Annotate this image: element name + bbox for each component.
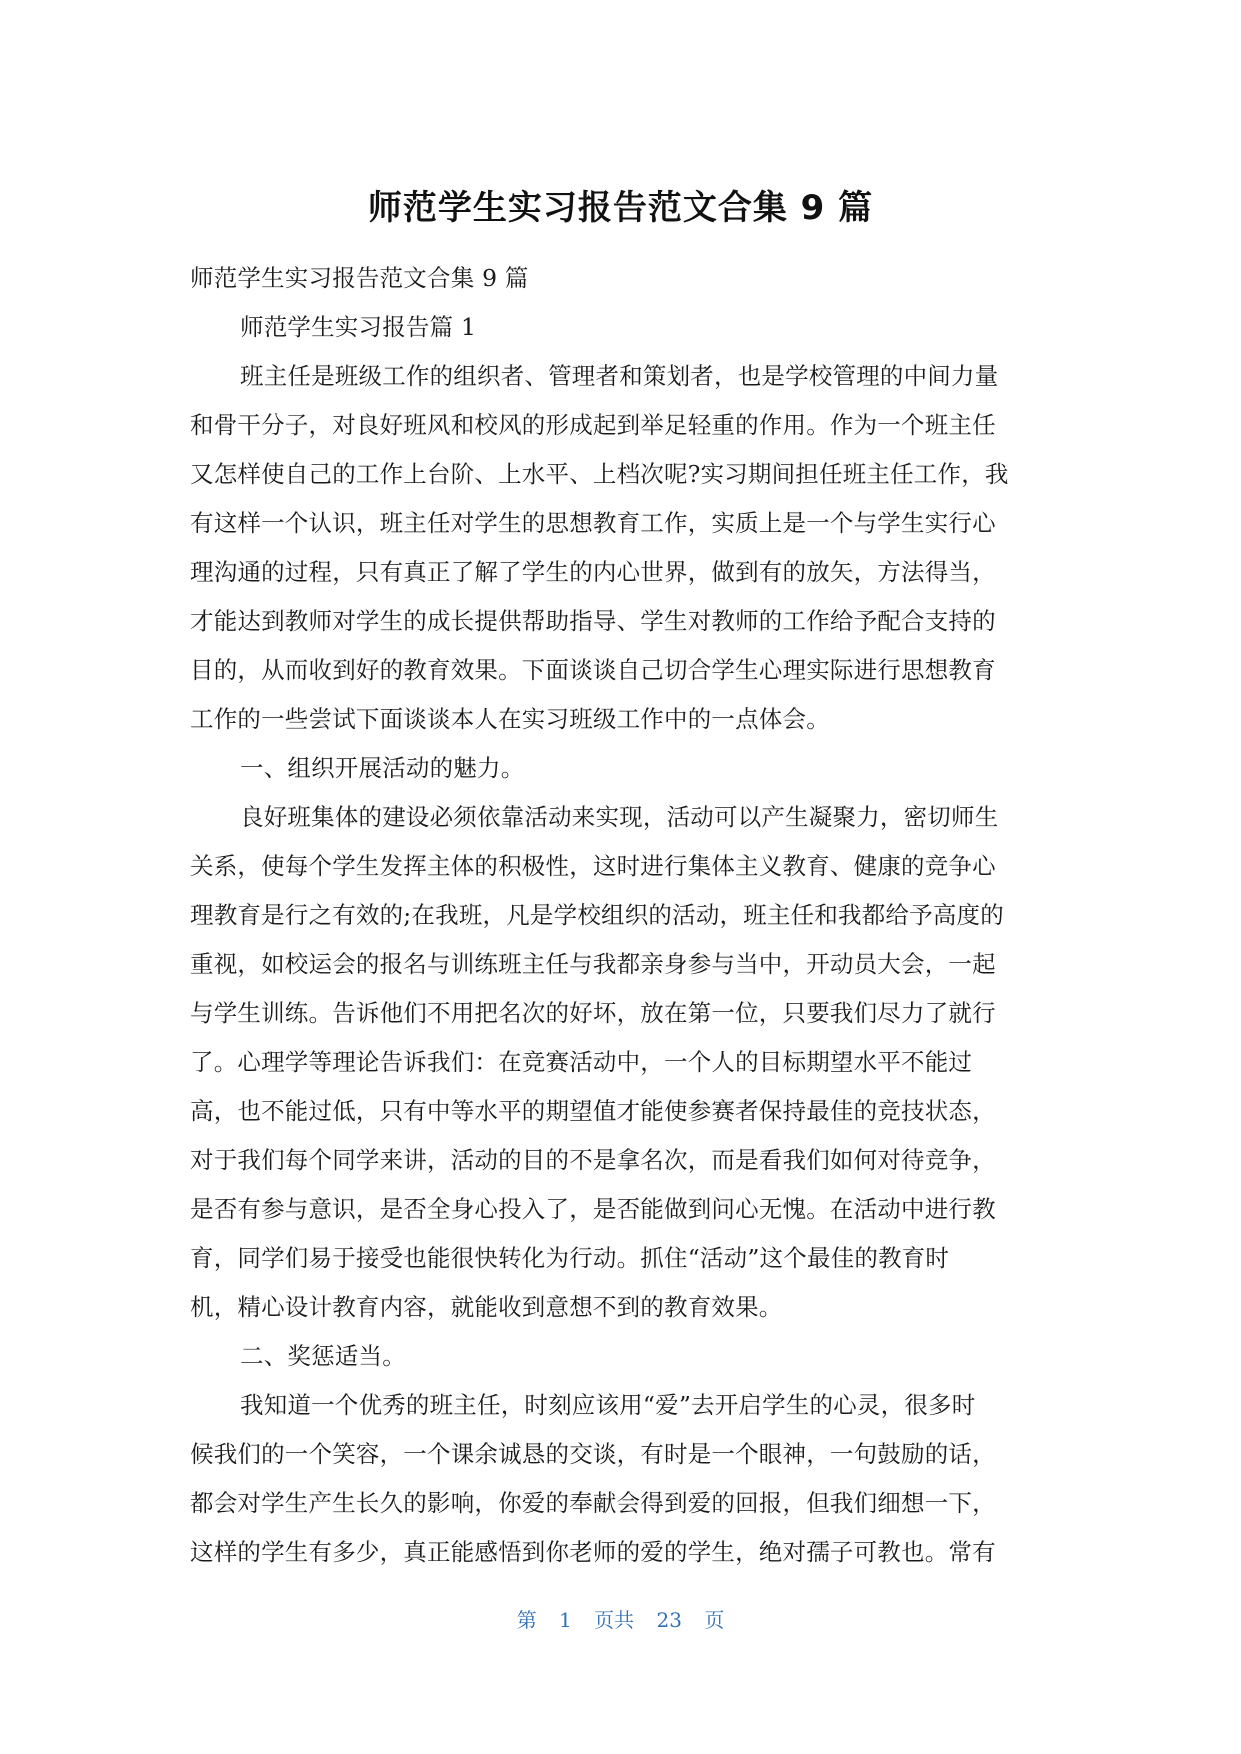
text-line: 良好班集体的建设必须依靠活动来实现，活动可以产生凝聚力，密切师生: [240, 803, 999, 831]
footer-suffix: 页: [704, 1608, 725, 1632]
text-line: 是否有参与意识，是否全身心投入了，是否能做到问心无愧。在活动中进行教: [190, 1195, 996, 1223]
text-line: 育，同学们易于接受也能很快转化为行动。抓住“活动”这个最佳的教育时: [190, 1244, 950, 1272]
text-line: 又怎样使自己的工作上台阶、上水平、上档次呢?实习期间担任班主任工作，我: [190, 460, 1009, 488]
text-line: 机，精心设计教育内容，就能收到意想不到的教育效果。: [190, 1293, 783, 1321]
text-line: 关系，使每个学生发挥主体的积极性，这时进行集体主义教育、健康的竞争心: [190, 852, 996, 880]
text-line: 理沟通的过程，只有真正了解了学生的内心世界，做到有的放矢，方法得当，: [190, 558, 996, 586]
text-line: 班主任是班级工作的组织者、管理者和策划者，也是学校管理的中间力量: [240, 362, 999, 390]
text-line: 这样的学生有多少，真正能感悟到你老师的爱的学生，绝对孺子可教也。常有: [190, 1538, 996, 1566]
text-line: 了。心理学等理论告诉我们：在竞赛活动中，一个人的目标期望水平不能过: [190, 1048, 973, 1076]
footer-middle: 页共: [594, 1608, 635, 1632]
text-line: 对于我们每个同学来讲，活动的目的不是拿名次，而是看我们如何对待竞争，: [190, 1146, 996, 1174]
text-line: 都会对学生产生长久的影响，你爱的奉献会得到爱的回报，但我们细想一下，: [190, 1489, 996, 1517]
text-line: 才能达到教师对学生的成长提供帮助指导、学生对教师的工作给予配合支持的: [190, 607, 996, 635]
text-line: 师范学生实习报告范文合集 9 篇: [190, 264, 529, 292]
text-line: 师范学生实习报告篇 1: [240, 313, 477, 341]
footer-page-number: 1: [559, 1608, 572, 1632]
document-body: [190, 254, 1052, 1577]
text-line: 候我们的一个笑容，一个课余诚恳的交谈，有时是一个眼神，一句鼓励的话，: [190, 1440, 996, 1468]
text-line: 重视，如校运会的报名与训练班主任与我都亲身参与当中，开动员大会，一起: [190, 950, 996, 978]
text-line: 二、奖惩适当。: [240, 1342, 406, 1370]
text-line: 与学生训练。告诉他们不用把名次的好坏，放在第一位，只要我们尽力了就行: [190, 999, 996, 1027]
footer-prefix: 第: [516, 1608, 537, 1632]
text-line: 工作的一些尝试下面谈谈本人在实习班级工作中的一点体会。: [190, 705, 830, 733]
text-line: 和骨干分子，对良好班风和校风的形成起到举足轻重的作用。作为一个班主任: [190, 411, 996, 439]
document-title: 师范学生实习报告范文合集 9 篇: [367, 188, 874, 228]
page-footer: [0, 1606, 1241, 1634]
text-line: 有这样一个认识，班主任对学生的思想教育工作，实质上是一个与学生实行心: [190, 509, 996, 537]
footer-total-pages: 23: [656, 1608, 682, 1632]
text-line: 高，也不能过低，只有中等水平的期望值才能使参赛者保持最佳的竞技状态，: [190, 1097, 996, 1125]
text-line: 理教育是行之有效的;在我班，凡是学校组织的活动，班主任和我都给予高度的: [190, 901, 1004, 929]
text-line: 目的，从而收到好的教育效果。下面谈谈自己切合学生心理实际进行思想教育: [190, 656, 996, 684]
text-line: 一、组织开展活动的魅力。: [240, 754, 525, 782]
text-line: 我知道一个优秀的班主任，时刻应该用“爱”去开启学生的心灵，很多时: [240, 1391, 976, 1419]
